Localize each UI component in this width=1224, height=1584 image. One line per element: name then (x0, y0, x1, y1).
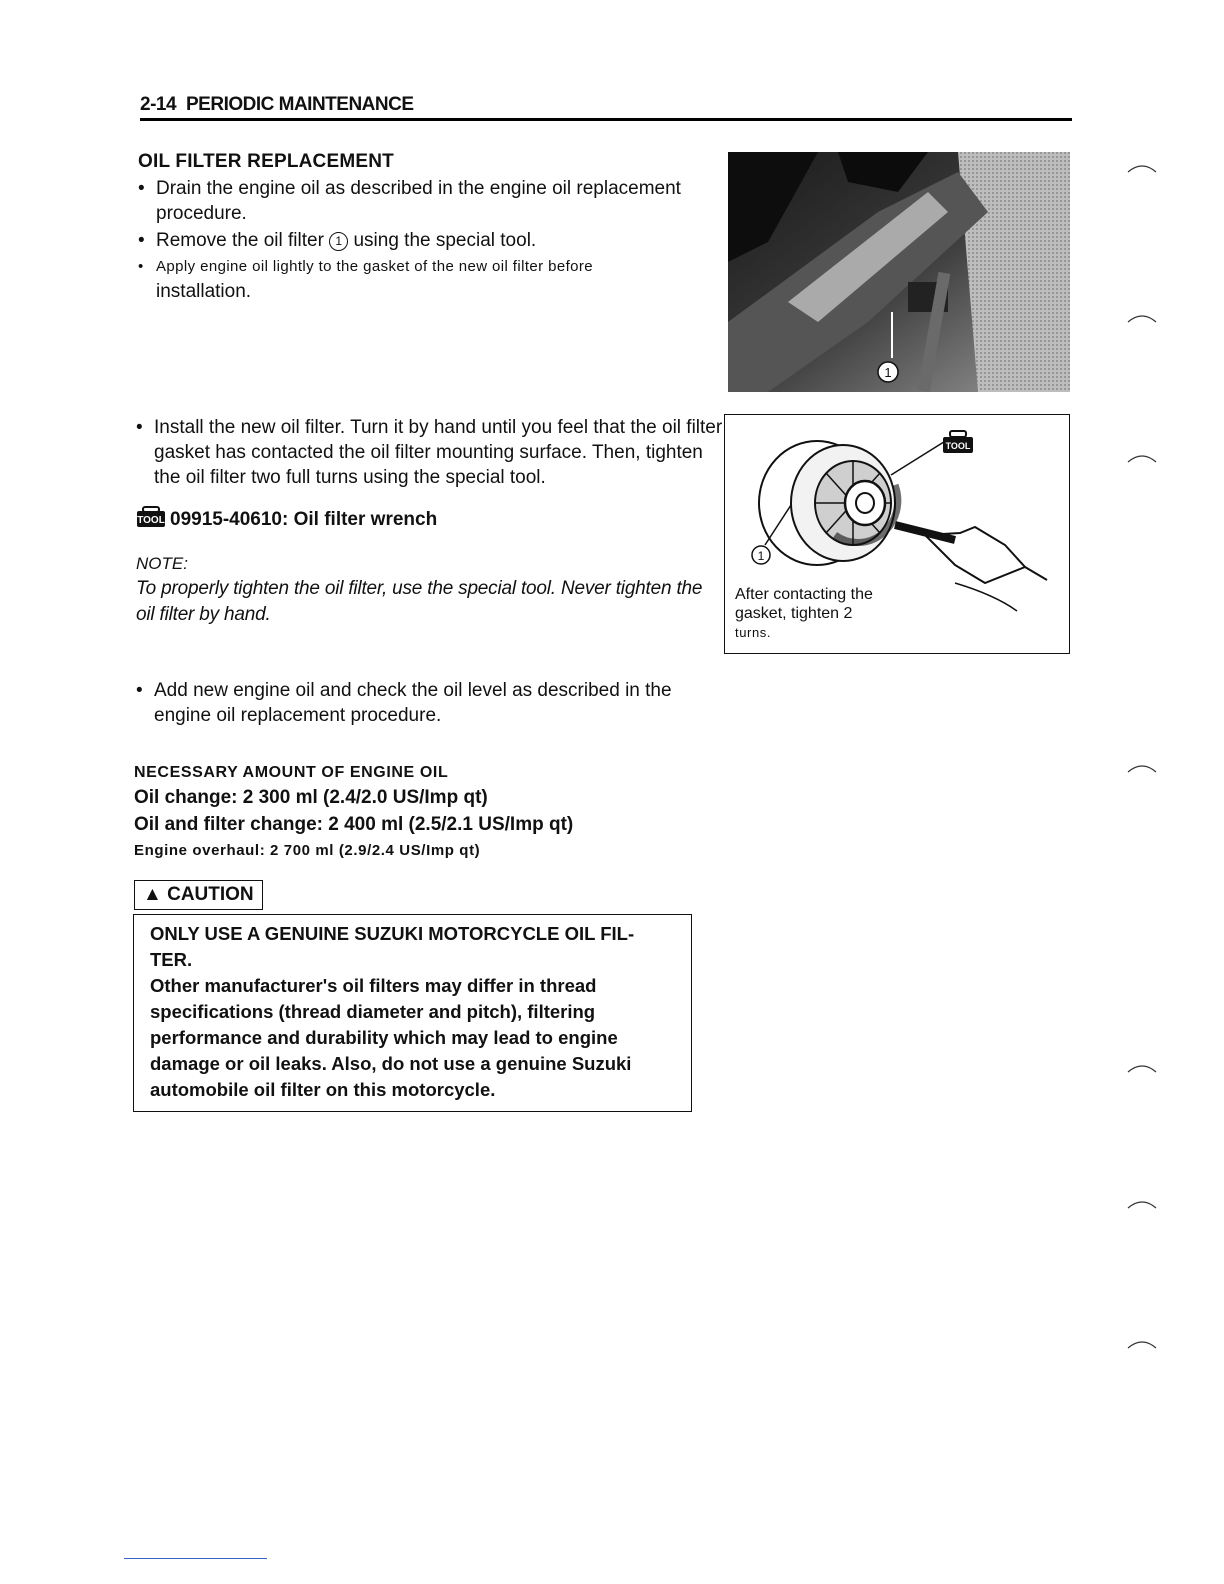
svg-text:1: 1 (757, 549, 765, 563)
step-apply-oil: • Apply engine oil lightly to the gasket of the new oil filter before installation. (138, 258, 594, 302)
binder-marks (1126, 160, 1160, 1390)
note-label: NOTE: (136, 554, 188, 573)
engine-photo-drawing (728, 152, 1070, 392)
callout-1: 1 (329, 232, 348, 251)
footer-rule (124, 1558, 267, 1559)
section-title: PERIODIC MAINTENANCE (186, 94, 414, 115)
step-drain-text: Drain the engine oil as described in the engine oil replacement procedure. (156, 178, 681, 224)
special-tool-line (136, 506, 437, 531)
special-tool-text: 09915-40610: Oil filter wrench (170, 509, 438, 530)
filter-wrench-diagram (724, 414, 1070, 654)
tool-icon (136, 506, 166, 528)
oil-change-amount: Oil change: 2 300 ml (2.4/2.0 US/Imp qt) (134, 787, 488, 808)
warning-triangle-icon: ▲ (143, 884, 162, 905)
oil-amount-heading: NECESSARY AMOUNT OF ENGINE OIL (134, 764, 449, 781)
engine-overhaul-amount: Engine overhaul: 2 700 ml (2.9/2.4 US/Imp qt) (134, 842, 481, 859)
caution-label: ▲ CAUTION (134, 880, 263, 910)
note-text: To properly tighten the oil filter, use the special tool. Never tighten the oil filter by hand. (136, 578, 703, 625)
step-add-oil-text: Add new engine oil and check the oil level as described in the engine oil replacement procedure. (154, 680, 672, 726)
svg-text:1: 1 (884, 365, 892, 380)
caution-body: Other manufacturer's oil filters may differ in thread specifications (thread diameter and pitch), filtering performance and durability which may lead to engine damage or oil leaks. Also, do not use a genuine Suzuki automobile oil filter on this motorcycle. (150, 975, 632, 1100)
oil-filter-change-amount: Oil and filter change: 2 400 ml (2.5/2.1 US/Imp qt) (134, 814, 574, 835)
step-install-text: Install the new oil filter. Turn it by hand until you feel that the oil filter gasket has contacted the oil filter mounting surface. Then, tighten the oil filter two full turns using the special tool. (154, 417, 723, 488)
svg-text:TOOL: TOOL (137, 515, 165, 526)
page-header (140, 90, 1072, 121)
caution-heading: ONLY USE A GENUINE SUZUKI MOTORCYCLE OIL FIL-TER. (150, 923, 635, 970)
step-remove: • Remove the oil filter 1 using the special tool. (138, 230, 537, 251)
svg-text:TOOL: TOOL (945, 441, 971, 451)
diagram-caption: After contacting the gasket, tighten 2 turns. (735, 586, 873, 640)
step-install: • Install the new oil filter. Turn it by hand until you feel that the oil filter gasket has contacted the oil filter mounting surface. Then, tighten the oil filter two full turns using the special tool. (136, 417, 723, 488)
caution-box (133, 914, 692, 1112)
page-number: 2-14 (140, 94, 177, 115)
engine-photo (728, 152, 1070, 392)
step-add-oil: • Add new engine oil and check the oil level as described in the engine oil replacement procedure. (136, 680, 672, 726)
oil-filter-title: OIL FILTER REPLACEMENT (138, 151, 394, 172)
step-apply-oil-text: Apply engine oil lightly to the gasket of the new oil filter before (156, 258, 594, 275)
step-drain: • Drain the engine oil as described in the engine oil replacement procedure. (138, 178, 681, 224)
